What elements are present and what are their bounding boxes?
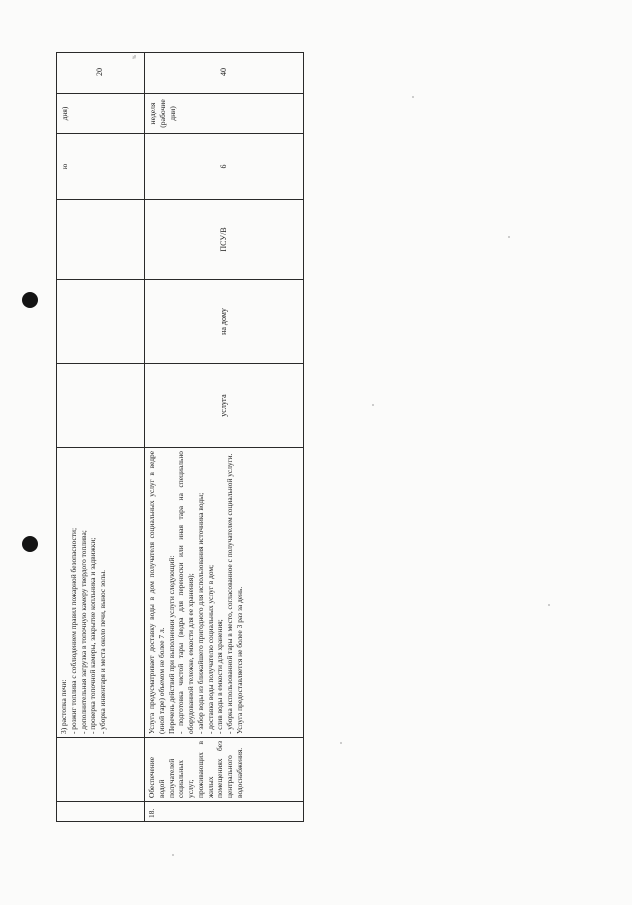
punch-hole-bottom xyxy=(22,536,38,552)
scan-speck xyxy=(508,236,510,238)
row-number-cell xyxy=(145,801,303,821)
form-value: на дому xyxy=(218,308,228,335)
description-line: - забор воды из ближайшего пригодного для использования источника воды; xyxy=(195,492,205,734)
price-value: 40 xyxy=(218,68,228,76)
price-value: 20 xyxy=(95,68,105,76)
code-cell xyxy=(145,199,303,279)
price-cell xyxy=(145,51,303,93)
period-value: дня) xyxy=(60,106,69,121)
quantity-value: ю xyxy=(60,163,69,170)
scan-speck xyxy=(340,742,342,744)
service-name-cell xyxy=(57,737,144,801)
service-description-cell xyxy=(145,447,303,737)
form-cell xyxy=(145,279,303,363)
unit-value: услуга xyxy=(218,394,228,417)
code-value: ПСУ/В xyxy=(218,227,228,252)
description-line: Услуга предоставляется не более 3 раз за день. xyxy=(234,586,244,734)
description-line: - доставка воды получателю социальных услуг в дом; xyxy=(205,564,215,734)
period-value: неделя (рабочие дни) xyxy=(148,99,178,128)
description-line: - розжиг топлива с соблюдением правил пожарной безопасности; xyxy=(68,527,78,734)
description-line: - проверка топочной камеры, закрытие копльника и задвижки; xyxy=(88,537,98,734)
table-row-18 xyxy=(145,53,303,821)
scan-speck xyxy=(412,96,414,98)
service-name: Обеспечение водой получателей социальных услуг, проживающих в жилых помещениях без центрального водоснабжения. xyxy=(147,741,244,798)
price-mark: % xyxy=(133,55,139,60)
unit-cell xyxy=(145,363,303,447)
price-cell xyxy=(57,51,144,93)
quantity-value: 6 xyxy=(218,164,228,169)
description-line: - дополнительная загрузка в топочную камеру твердого топлива; xyxy=(78,530,88,734)
services-table xyxy=(56,52,304,822)
code-cell xyxy=(57,199,144,279)
form-cell xyxy=(57,279,144,363)
description-line: Услуга предусматривает доставку воды в дом получателя социальных услуг в ведре (иной таре) объемом не более 7 л. xyxy=(147,451,166,734)
description-line: - подготовка чистой тары (ведра для переноски или иная тара на специально оборудованной тележке, емкости для ее хранения); xyxy=(176,451,196,734)
scan-speck xyxy=(172,854,174,856)
period-cell xyxy=(145,93,303,133)
description-line: - уборка использованной тары в место, согласованное с получателем социальной услуги. xyxy=(225,453,235,734)
description-line: 3) растопка печи: xyxy=(59,679,68,734)
punch-hole-top xyxy=(22,292,38,308)
quantity-cell xyxy=(57,133,144,199)
period-cell xyxy=(57,93,144,133)
scan-speck xyxy=(548,604,550,606)
unit-cell xyxy=(57,363,144,447)
row-number-cell xyxy=(57,801,144,821)
document-table-rotated xyxy=(56,52,304,822)
scan-speck xyxy=(372,404,374,406)
description-line: - слив воды в емкости для хранения; xyxy=(215,619,225,734)
row-number: 18. xyxy=(147,808,156,818)
description-line: Перечень действий при выполнении услуги следующий: xyxy=(166,555,176,734)
service-name-cell xyxy=(145,737,303,801)
table-row-previous xyxy=(57,53,145,821)
service-description-cell xyxy=(57,447,144,737)
description-line: - уборка инвентаря и места около печи, вынос золы. xyxy=(98,569,108,734)
quantity-cell xyxy=(145,133,303,199)
